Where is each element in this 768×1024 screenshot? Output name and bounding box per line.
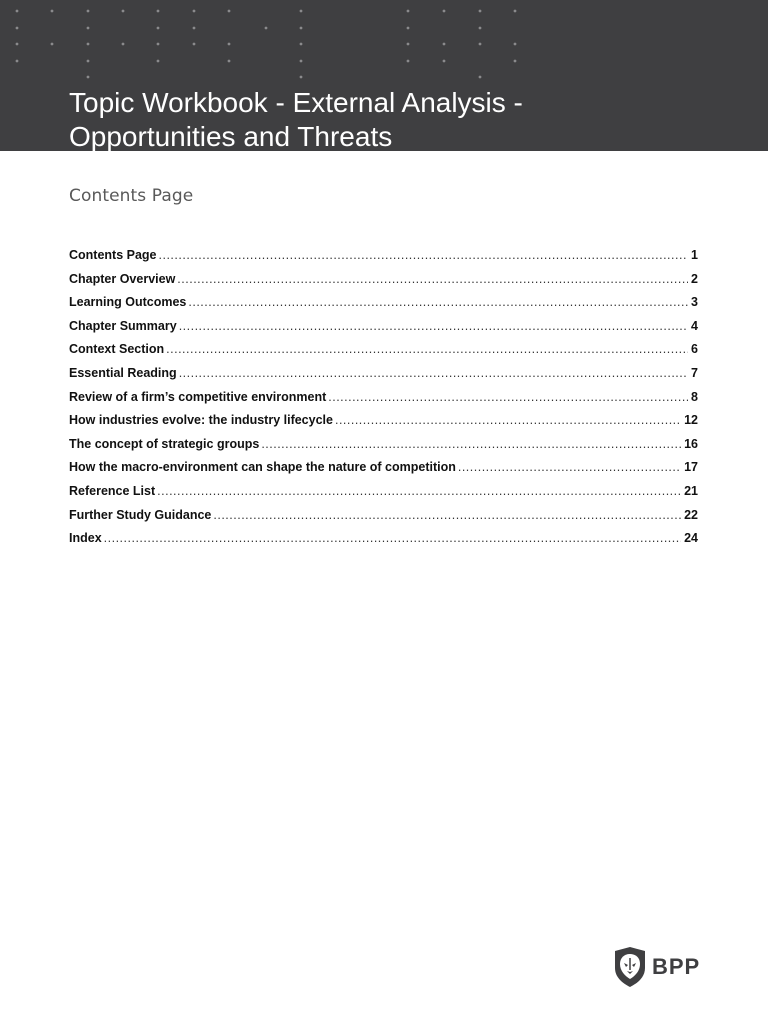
- bpp-logo: [612, 944, 704, 990]
- table-of-contents: [69, 248, 698, 555]
- toc-entry-label: The concept of strategic groups: [69, 436, 260, 451]
- toc-entry-label: Learning Outcomes: [69, 295, 187, 310]
- toc-entry[interactable]: [69, 484, 698, 508]
- toc-entry[interactable]: [69, 460, 698, 484]
- toc-leader-dots: [188, 295, 688, 309]
- toc-entry[interactable]: [69, 366, 698, 390]
- toc-entry[interactable]: [69, 319, 698, 343]
- toc-entry-label: Context Section: [69, 342, 165, 357]
- toc-entry-label: Index: [69, 531, 102, 546]
- toc-entry-page: 7: [691, 365, 698, 380]
- toc-entry[interactable]: [69, 508, 698, 532]
- toc-entry[interactable]: [69, 390, 698, 414]
- toc-entry-label: Further Study Guidance: [69, 507, 212, 522]
- dot-pattern-decoration: [0, 0, 768, 90]
- toc-entry-page: 21: [684, 483, 698, 498]
- lion-head-shield-icon: [612, 946, 648, 988]
- toc-entry-label: How industries evolve: the industry lifecycle: [69, 413, 333, 428]
- toc-leader-dots: [159, 248, 689, 262]
- toc-entry[interactable]: [69, 531, 698, 555]
- toc-entry-label: Essential Reading: [69, 365, 177, 380]
- logo-text: BPP: [652, 954, 701, 979]
- document-title: [69, 86, 689, 154]
- header-band: [0, 0, 768, 151]
- document-title-line2: Opportunities and Threats: [69, 121, 393, 152]
- toc-leader-dots: [104, 531, 681, 545]
- toc-entry[interactable]: [69, 437, 698, 461]
- toc-leader-dots: [177, 272, 688, 286]
- toc-entry-page: 2: [691, 271, 698, 286]
- toc-entry-page: 1: [691, 248, 698, 262]
- toc-leader-dots: [335, 413, 681, 427]
- toc-entry-label: Contents Page: [69, 248, 157, 262]
- toc-leader-dots: [166, 342, 688, 356]
- toc-entry-page: 4: [691, 318, 698, 333]
- toc-entry[interactable]: [69, 272, 698, 296]
- toc-entry-label: Chapter Summary: [69, 318, 177, 333]
- toc-entry-page: 17: [684, 460, 698, 475]
- toc-entry[interactable]: [69, 295, 698, 319]
- toc-leader-dots: [213, 508, 681, 522]
- contents-heading: Contents Page: [69, 186, 194, 206]
- toc-entry[interactable]: [69, 248, 698, 272]
- toc-leader-dots: [179, 366, 688, 380]
- toc-leader-dots: [328, 390, 688, 404]
- toc-leader-dots: [261, 437, 681, 451]
- toc-entry-label: How the macro-environment can shape the nature of competition: [69, 460, 456, 475]
- toc-entry[interactable]: [69, 413, 698, 437]
- toc-entry[interactable]: [69, 342, 698, 366]
- toc-leader-dots: [458, 460, 681, 474]
- toc-entry-page: 8: [691, 389, 698, 404]
- toc-entry-page: 3: [691, 295, 698, 310]
- toc-entry-label: Review of a firm’s competitive environment: [69, 389, 327, 404]
- toc-leader-dots: [157, 484, 681, 498]
- toc-entry-page: 22: [684, 507, 698, 522]
- toc-leader-dots: [179, 319, 688, 333]
- toc-entry-page: 6: [691, 342, 698, 357]
- toc-entry-label: Reference List: [69, 483, 156, 498]
- toc-entry-page: 24: [684, 531, 698, 546]
- toc-entry-label: Chapter Overview: [69, 271, 176, 286]
- document-title-line1: Topic Workbook - External Analysis -: [69, 87, 523, 118]
- toc-entry-page: 12: [684, 413, 698, 428]
- toc-entry-page: 16: [684, 436, 698, 451]
